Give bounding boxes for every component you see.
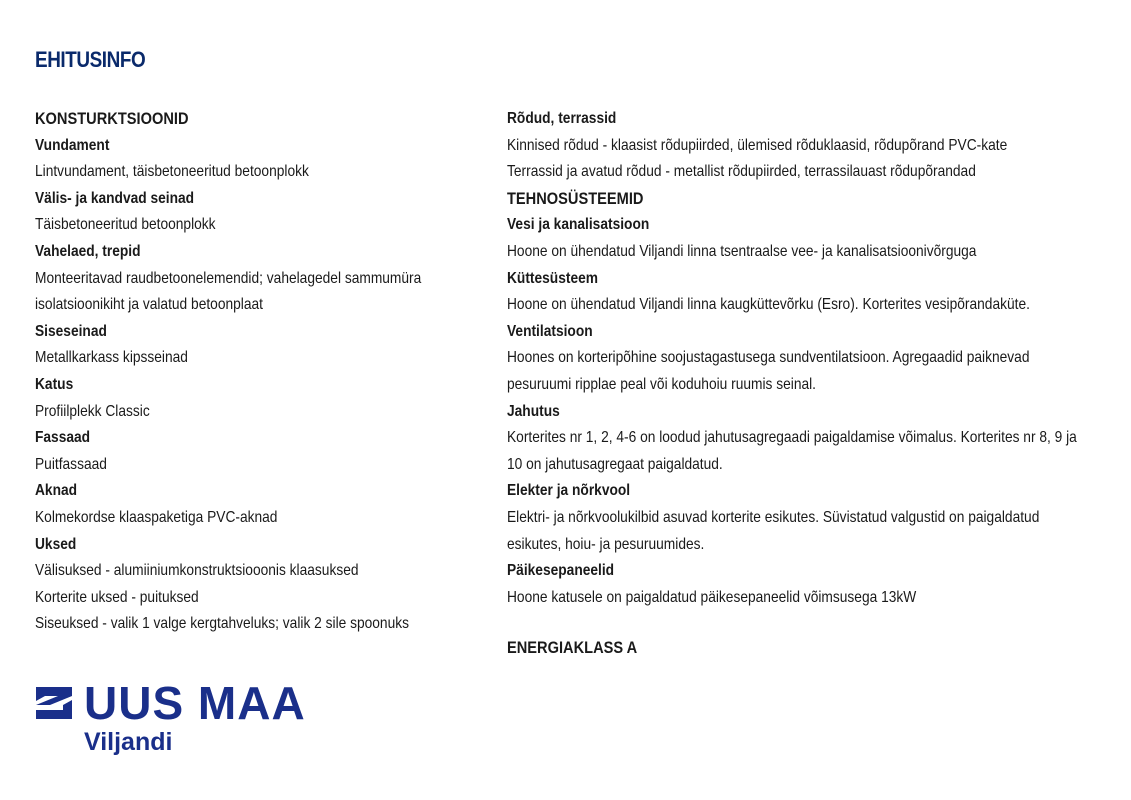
line-r-18: Hoone katusele on paigaldatud päikesepaneelid võimsusega 13kW [507, 588, 917, 606]
line-l-7: isolatsioonikiht ja valatud betoonplaat [35, 296, 263, 314]
line-r-2: Terrassid ja avatud rõdud - metallist rõdupiirded, terrassilauast rõdupõrandad [507, 163, 976, 181]
line-l-17: Välisuksed - alumiiniumkonstruktsiooonis klaasuksed [35, 562, 359, 580]
line-l-2: Lintvundament, täisbetoneeritud betoonplokk [35, 163, 309, 181]
energy-class: ENERGIAKLASS A [507, 638, 638, 657]
line-r-11: Jahutus [507, 402, 560, 420]
logo-name: UUS MAA [84, 677, 306, 729]
line-l-18: Korterite uksed - puituksed [35, 588, 199, 606]
logo-subtitle: Viljandi [84, 728, 173, 756]
line-r-3: TEHNOSÜSTEEMID [507, 188, 644, 208]
line-l-8: Siseseinad [35, 322, 107, 340]
line-r-17: Päikesepaneelid [507, 562, 615, 580]
logo-mark-icon [36, 685, 72, 721]
brand-logo [36, 677, 306, 757]
line-r-13: 10 on jahutusagregaat paigaldatud. [507, 455, 723, 473]
line-l-5: Vahelaed, trepid [35, 242, 141, 260]
line-l-14: Aknad [35, 482, 78, 500]
line-r-4: Vesi ja kanalisatsioon [507, 216, 650, 234]
line-l-3: Välis- ja kandvad seinad [35, 189, 195, 207]
left-column [35, 106, 475, 638]
line-r-9: Hoones on korteripõhine soojustagastusega sundventilatsioon. Agregaadid paiknevad [507, 349, 1030, 367]
line-r-0: Rõdud, terrassid [507, 110, 617, 127]
line-l-0: KONSTURKTSIOONID [35, 109, 189, 128]
line-l-12: Fassaad [35, 429, 91, 447]
line-r-5: Hoone on ühendatud Viljandi linna tsentraalse vee- ja kanalisatsioonivõrguga [507, 242, 977, 260]
line-r-12: Korterites nr 1, 2, 4-6 on loodud jahutusagregaadi paigaldamise võimalus. Korterites nr 8, 9 ja [507, 429, 1077, 447]
line-l-1: Vundament [35, 136, 110, 154]
page-title: EHITUSINFO [35, 47, 146, 72]
line-r-16: esikutes, hoiu- ja pesuruumides. [507, 535, 705, 553]
line-r-7: Hoone on ühendatud Viljandi linna kaugküttevõrku (Esro). Korterites vesipõrandaküte. [507, 296, 1030, 314]
line-l-10: Katus [35, 375, 74, 393]
line-r-14: Elekter ja nõrkvool [507, 482, 631, 500]
line-l-9: Metallkarkass kipsseinad [35, 349, 188, 367]
right-column [507, 106, 1122, 611]
line-l-19: Siseuksed - valik 1 valge kergtahveluks; valik 2 sile spoonuks [35, 615, 410, 633]
line-l-15: Kolmekordse klaaspaketiga PVC-aknad [35, 508, 278, 526]
line-l-16: Uksed [35, 535, 77, 553]
line-l-4: Täisbetoneeritud betoonplokk [35, 216, 216, 234]
line-r-15: Elektri- ja nõrkvoolukilbid asuvad korterite esikutes. Süvistatud valgustid on paigaldatud [507, 508, 1040, 526]
line-r-8: Ventilatsioon [507, 322, 593, 340]
line-r-10: pesuruumi ripplae peal või koduhoiu ruumis seinal. [507, 375, 817, 393]
line-r-1: Kinnised rõdud - klaasist rõdupiirded, ülemised rõduklaasid, rõdupõrand PVC-kate [507, 136, 1008, 154]
line-l-6: Monteeritavad raudbetoonelemendid; vahelagedel sammumüra [35, 269, 422, 287]
line-l-11: Profiilplekk Classic [35, 402, 150, 420]
line-l-13: Puitfassaad [35, 455, 107, 473]
line-r-6: Küttesüsteem [507, 269, 598, 287]
